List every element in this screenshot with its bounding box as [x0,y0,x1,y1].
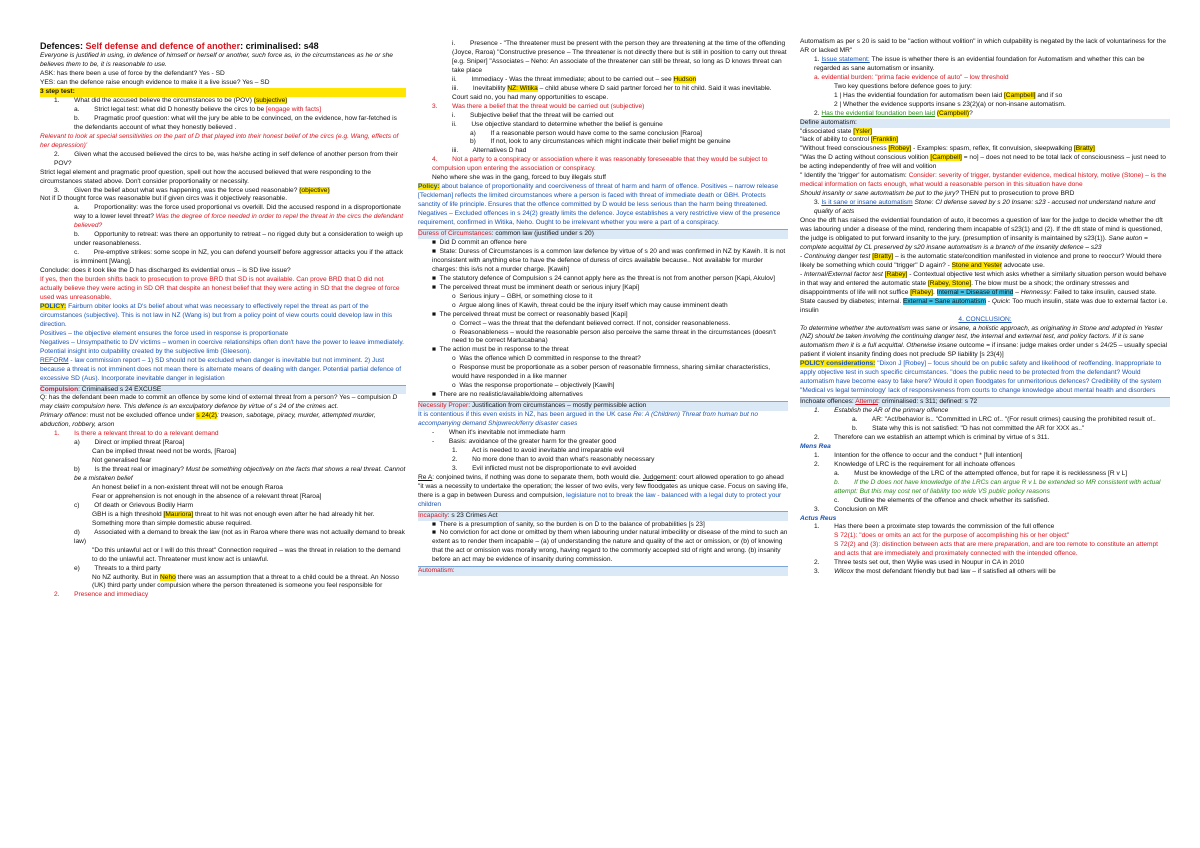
text-run: Incapacity [418,511,448,519]
col1-line: An honest belief in a non-existent threat will not be enough Raroa [92,483,283,491]
col2-line [418,411,788,429]
text-run: [Robey] [888,145,912,153]
text-run: , and are too remote to constitute an attempt and acts that are immediately and proximately connected with the intended offence. [834,541,1160,558]
text-run: Should insanity or sane automatism be put to the jury? [800,190,960,198]
col3-line: 1. Has there been a proximate step towards the commission of the full offence [814,523,1055,531]
text-run: Issue statement: [821,55,870,63]
col1-line [40,187,406,196]
col3-line [800,271,1170,316]
text-run: THEN put to prosecution to prove BRD [959,190,1075,198]
col1-line [40,511,406,529]
col1-line: Fear or apprehension is not enough in the absence of a relevant threat [Raroa] [92,492,322,500]
col3-line [800,199,1170,217]
col3-line [800,110,1170,119]
col2-line: ■ No conviction for act done or omitted by them when labouring under natural imbecility or disease of the mind to such an extent as to render them incapable – (a) of understanding the nature and quality of the act or omission, or (b) of knowing that the act or omission was morally wrong, having regard to the commonly accepted std of right and wrong. (b) insanity before an act may be evidence of insanity during commission. [432,529,790,564]
text-run: "Without freed consciousness [800,145,889,153]
col2-line: Neho where she was in the gang, forced to buy illegals stuff [432,174,606,182]
col3-line: Define automatism: [800,119,1170,128]
col3-line [800,154,1170,172]
col1-line: c) Of death or Grievous Bodily Harm [74,501,194,509]
col2-line: i. Subjective belief that the threat will be carried out [452,111,614,119]
col1-line: Negatives – Unsympathetic to DV victims – women in coercive relationships often don't have the power to leave immediately. Potential insight into culpability created by the subjective limb (Gleeson). [40,338,406,355]
col1-line: d) Associated with a demand to break the law (not as in Raroa where there was not actually demand to break law) [74,528,407,545]
text-run: 1 | Has the evidential foundation for automatism been laid [834,91,1004,99]
col1-line [40,106,406,115]
col3-line [800,136,1170,145]
text-run: Sane auton = complete acquittal by CL preserved by s20 insane automatism is a branch of the insanity defence – s23 [800,234,1150,251]
text-run: GBH is a high threshold [92,510,164,518]
col1-line: 3 step test: [40,88,406,97]
text-run: the most defendant friendly but bad law – if satisfied all others will be [853,568,1056,576]
text-run: : common law (justified under s 20) [491,230,594,238]
col2-line: o Reasonableness – would the reasonable person also perceive the same threat in the circumstances (doesn't need to be correct Martucabana) [452,328,778,345]
col2-line: ■ Did D commit an offence here [432,238,527,246]
text-run: Wilcox [834,568,854,576]
text-run: threat to hit was not enough even after he had already hit her. Something more than simple domestic abuse required. [92,510,377,527]
col3-line: c. Outline the elements of the offence and check whether its satisfied. [834,496,1050,504]
col3-line [800,217,1170,253]
col1-line [40,466,406,484]
text-run: Quick [991,297,1009,305]
text-run: Consider: severity of trigger, bystander evidence, medical history, motive (Stone) – is the medical information on facts enough, what would a reasonable person in this situation have done [800,172,1169,189]
text-run: - [986,297,992,305]
text-run: Necessity Proper [418,402,469,410]
text-run: External = Sane automatism [903,297,987,305]
text-run: 3. Given the belief about what was happening, was the force used reasonable? [54,186,300,194]
col3-line: 2 | Whether the evidence supports insane s 23(2)(a) or non-insane automatism. [834,100,1066,108]
col3-line: a. AR: "Act/behavior is.. "Committed in LRC of.. "(For result crimes) causing the prohibited result of.. [852,416,1156,424]
col3-line: 3. Conclusion on MR [814,505,889,513]
col1-line: Strict legal element and pragmatic proof question, spell out how the accused believed that were responding to the circumstances stated above. Don't consider proportionality or necessity. [40,168,373,185]
text-run: b) Is the threat real or imaginary? [74,466,186,474]
text-run: (objective) [299,186,330,194]
col3-line [800,541,1170,559]
col1-line: ASK: has there been a use of force by the defendant? Yes - SD [40,70,225,78]
column-left [40,40,406,810]
text-run: No NZ authority. But in [92,573,161,581]
col1-line: "Do this unlawful act or I will do this threat" Connection required – was the threat in relation to the demand to do the unlawful act. Threatener must know act is unlawful. [92,546,403,563]
text-run: 1. What did the accused believe the circumstances to be (POV) [54,97,254,104]
text-run: [Mauriora] [163,510,194,518]
text-run: D may claim compulsion here. This defence is an exculpatory defence by virtue of s 24 of the crimes act. [40,394,400,411]
text-run: To determine whether the automatism was sane or insane, a holistic approach, as originating in Stone and adopted in Yester (NZ) should be taken involving the continuing danger test, the internal and external test, and policy factors. If it is sane automatism then it is a full acquittal. Otherwise insane [800,324,1165,350]
col1-line [40,204,406,231]
col1-line: Not if D thought force was reasonable but if given circs was it objectively reasonable. [40,195,288,203]
text-run: 3. [814,568,835,576]
text-run: . [932,288,937,296]
text-run: "Was the D acting without conscious volition [800,154,931,162]
text-run: : must not be excluded offence under [86,412,197,420]
col3-line: b. If the D does not have knowledge of the LRCs can argue R v L be extended so MR consistent with actual attempt: But this may cost net of liability too wide VS public policy reasons [834,478,1163,495]
col2-line: 2. No more done than to avoid than what's reasonably necessary [452,455,655,463]
col3-line [800,253,1170,271]
text-run: Once the dft has raised the evidential foundation of auto, it becomes a question of law for the judge to decide whether the dft was labouring under a disease of the mind, rendering them incapable of s23(1) and (2). If the dft state of mind is questioned, the judge is obligated to put forward insanity to the jury. (presumption of insanity is maintained by s23(1)). [800,217,1165,242]
text-run: Policy: [418,183,440,191]
col3-line [800,568,1170,577]
col2-line: - When it's inevitable not immediate harm [432,428,566,436]
text-run: Re A [418,473,433,481]
col1-line: If yes, then the burden shifts back to prosecution to prove BRD that SD is not available. Can prove BRD that D did not actually believe they were acting in SD OR that despite an honest belief that they were acting in SD that the degree of force used was unreasonable. [40,276,402,301]
col1-line [40,394,406,412]
col2-line: o Correct – was the threat that the defendant believed correct. If not, consider reasonableness. [452,319,731,327]
col1-line [40,357,406,384]
col3-line: S 72(1): "does or omits an act for the purpose of accomplishing his or her object" [834,532,1070,540]
col1-line [40,40,406,52]
col3-line [800,172,1170,190]
text-run: Has the evidential foundation been laid [821,109,935,117]
text-run: Attempt [855,398,878,406]
col1-line: a) Direct or implied threat [Raroa] [74,439,185,447]
text-run: "lack of ability to control [800,136,871,144]
col2-line: a) If a reasonable person would have come to the same conclusion [Raroa] [470,129,703,137]
col3-line [800,145,1170,154]
col1-line [40,574,406,592]
col2-line: i. Presence - "The threatener must be present with the person they are threatening at the time of the offending (Joyce, Raroa) "Constructive presence – The threatener is not directly there but is still in position to carry out threat [e.g. Sniper] "Associates – Neho: An associate of the threatener can still be threat, so long as D knows threat can take place [452,40,789,74]
col2-line: - Basis: avoidance of the greater harm for the greater good [432,437,617,445]
text-run: Continuing danger test [804,252,871,260]
text-run: Hudson [673,75,697,83]
col2-line: o Argue along lines of Kawih, threat could be the injury itself which may cause imminent death [452,301,728,309]
col1-line: Not generalised fear [92,457,152,465]
text-run: S 72(2) and (3): distinction between acts that are mere [834,541,995,549]
text-run: [Rabey] [884,270,908,278]
text-run: – is the automatic state/condition manifested in violence and prone to reoccur? Would there likely be something which could "trigger" D again? - [800,252,1164,269]
col3-line: 2. Therefore can we establish an attempt which is criminal by virtue of s 311. [814,433,1050,441]
text-run: : court allowed operation to go ahead "it was a necessity to undertake the operation; the lesser of two evils, very few floodgates as unique case. Focus on saving life, there is a gap in between Duress and compulsion, [418,473,790,499]
col2-line: iii. Alternatives D had [452,147,527,155]
col3-line: Actus Reus [800,514,837,522]
text-run: Fairburn obiter looks at D's belief about what was necessary to effectively repel the threat as part of the circumstances (subjective). This is not law in NZ (Wang is) but from a policy point of view courts could develop law in this direction. [40,302,395,328]
col3-line: Mens Rea [800,442,831,450]
col3-line [800,397,1170,407]
text-run: [Rabey, Stone] [927,279,972,287]
text-run: (Campbell) [936,109,970,117]
text-run: Was the degree of force needed in order to repel the threat in the circs the defendant believed? [74,213,405,230]
text-run: POLICY considerations: [800,360,876,368]
text-run: [Bratty] [1073,145,1095,153]
text-run: It is contentious if this even exists in NZ, has been argued in the UK case [418,411,634,419]
col2-line [418,474,788,510]
text-run: "dissociated state [800,127,854,135]
column-right [800,38,1170,808]
col3-line [800,56,1170,74]
col3-line [800,38,1170,56]
text-run: Judgement [642,473,676,481]
col1-line: e) Threats to a third party [74,564,161,572]
col3-line [800,190,1170,199]
text-run: 1. [814,55,822,63]
col2-line: o Was the offence which D committed in response to the threat? [452,355,641,363]
text-run: = no] – does not need to be total lack of consciousness – just need to be acting independently of free will and volition [800,154,1168,171]
text-run: – [1013,288,1021,296]
text-run: [engage with facts] [266,105,322,113]
col1-line: Conclude: does it look like the D has discharged its evidential onus – is SD live issue? [40,267,291,275]
text-run: Is it sane or insane automatism [821,199,913,207]
col1-line [40,385,406,395]
col1-line [40,97,406,106]
col2-line: 3. Was there a belief that the threat would be carried out (subjective) [432,102,645,110]
col2-line [418,76,788,85]
text-run: a. Proportionality: was the force used proportional vs overkill. Did the accused respond in a disproportionate way to a lower level threat? [74,204,403,221]
text-run: : s 23 Crimes Act [447,511,498,519]
col3-line: 2. Three tests set out, then Wylie was used in Noupur in CA in 2010 [814,559,1025,567]
col3-line: 2. Knowledge of LRC is the requirement for all inchoate offences [814,460,1016,468]
text-run: preparation [994,541,1029,549]
text-run: [Franklin] [870,136,898,144]
text-run: Primary offence [40,412,87,420]
col2-line: ■ There is a presumption of sanity, so the burden is on D to the balance of probabilities [s 23] [432,520,705,528]
text-run: (subjective) [253,97,288,104]
col3-line: Two key questions before defence goes to jury: [834,82,972,90]
text-run: there was an assumption that a threat to a child could be a threat. An Nosso (UK) third party under compulsion where the person threatened is someone you feel responsible for [92,573,401,590]
text-run: Hennessy [1020,288,1051,296]
col2-line: 3. Evil inflicted must not be disproportionate to evil avoided [452,464,637,472]
text-run: ii. Immediacy - Was the threat immediate; about to be carried out – see [452,75,674,83]
text-run: Duress of Circumstances [418,230,492,238]
text-run: about balance of proportionality and coerciveness of threat of harm and harm of offence. Positives – narrow release [Teckleman] reflects the limited circumstances where a person is faced with threat of immediate death or GBH. Protects sanctity of life principle. Ensures that the offence committed by D would be less serious than the harm being threatened. Negatives – Excluded offences in s 24(2) greatly limits the defence. Joyce establishes a very restrictive view of the presence requirement, confirmed in Witika, Neho. Ought to be irrelevant whether you were a part of a conspiracy. [418,183,783,227]
text-run: - [800,252,805,260]
text-run: Threat from human but no accompanying demand Shipwreck/ferry disaster cases [418,411,760,428]
text-run: - [800,270,805,278]
text-run: ? [969,109,973,117]
text-run: Q: has the defendant been made to commit an offence by some kind of external threat from a person? Yes – compulsion [40,394,393,402]
text-run: Inchoate offences: [800,398,856,406]
col2-line: o Was the response proportionate – objectively [Kawih] [452,382,615,390]
col2-line: ■ The perceived threat must be correct or reasonably based [Kapi] [432,310,628,318]
col1-line: 2. Given what the accused believed the circs to be, was he/she acting in self defence of another person from their POV? [54,150,400,167]
col1-line: Can be implied threat need not be words, [Raroa] [92,448,237,456]
col3-line [800,92,1170,101]
text-run: POLICY: [40,302,67,310]
column-middle [418,40,788,810]
col2-line: Automatism: [418,566,788,576]
col2-line: o Serious injury – GBH, or something close to it [452,292,593,300]
text-run: : Criminalised s 24 EXCUSE [78,385,162,393]
col2-line: 4. Not a party to a conspiracy or association where it was reasonably foreseeable that they would be subject to compulsion upon entering the association or conspiracy. [432,156,770,173]
text-run: [Campbell] [1003,91,1036,99]
text-run: NZ: Witika [507,84,538,92]
text-run: - Contextual objective test which asks whether a similarly situation person would behave in that way and entered the automatic state [800,270,1169,287]
text-run: Re: A (Children) [633,411,680,419]
col2-line: ■ The action must be in response to the threat [432,346,569,354]
col2-line [418,401,788,411]
text-run: Automatism as per s 20 is said to be "action without volition" in which culpability is negated by the lack of voluntariness for the AR or lacked MR" [800,38,1168,54]
col2-line: ■ State: Duress of Circumstances is a common law defence by virtue of s 20 and was confirmed in NZ by Kawih. It is not inconsistent with anything else to have the defence of duress of circs available because.. Not available for murder charges: this is/is not a murder charge. [Kawih] [432,247,788,273]
text-run: [Ysler] [853,127,872,135]
text-run: : criminalised: s 311; defined: s 72 [877,398,978,406]
text-run: : treason, sabotage, piracy, murder, attempted murder, abduction, robbery, arson [40,412,378,429]
text-run: s 24(2) [196,412,217,420]
text-run: : Too much insulin, state was due to external factor i.e. insulin [800,297,1170,314]
text-run: - law commission report – 1) SD should not be excluded when danger is inevitable but not imminent. 2) Just because a threat is not imminent does not mean there is alternate means of dealing with danger. Potential partial defence of excessive SD (Aus). Incorporate inevitable danger in legislation [40,356,403,382]
col3-line [800,325,1170,361]
text-run: Must be something objectively on the facts that shows a real threat. Cannot be a mistaken belief [74,466,408,483]
col2-line: ii. Use objective standard to determine whether the belief is genuine [452,120,663,128]
text-run: : conjoined twins, if nothing was done to separate them, both would die. [432,473,643,481]
text-run: legislature not to break the law - balanced with a legal duty to protect your children [418,491,784,508]
text-run: Internal/External factor test [804,270,883,278]
col1-line: c. Pre-emptive strikes: some scope in NZ, you can defend yourself before aggressor attacks you if the attack is imminent [Wang]. [74,249,405,266]
text-run: – child abuse where D said partner forced her to hit child. Said it was inevitable. Court said no, you had many opportunities to escape. [452,84,774,101]
col3-line: a. Must be knowledge of the LRC of the attempted offence, but for rape it is recklessness [R v L] [834,469,1128,477]
col2-line: ■ The perceived threat must be imminent death or serious injury [Kapi] [432,283,640,291]
col1-line: YES: can the defence raise enough evidence to make it a live issue? Yes – SD [40,79,270,87]
text-run: - Examples: spasm, reflex, fit convulsion, sleepwalking [911,145,1074,153]
col1-line: b. Opportunity to retreat: was there an opportunity to retreat – no rigged duty but a consideration to weigh up under reasonableness. [74,231,405,248]
text-run: [Rabey] [910,288,933,296]
col2-line [418,511,788,521]
col3-line [800,360,1170,396]
col1-line: 1. Is there a relevant threat to do a relevant demand [54,430,219,438]
text-run: The issue is whether there is an evidential foundation for Automatism and whether this can be regarded as sane automatism or insanity. [814,55,1147,72]
col2-line: b) If not, look to any circumstances which might indicate their belief might be genuine [470,138,731,146]
text-run: 3. [814,199,822,207]
text-run: Stone: CI defense saved by s 20 Insane: s23 - accused not understand nature and quality of acts [814,199,1158,216]
col1-line: Positives – the objective element ensures the force used in response is proportionate [40,329,289,337]
col2-line [418,229,788,239]
text-run: Defences: [40,41,86,51]
col3-line: b. State why this is not satisfied: "D has not committed the AR for XXX as.." [852,424,1085,432]
text-run: "Dixon J [Robey] – focus should be on public safety and likelihood of reoffending. Inappropriate to apply objective test in such specific circumstances. "does the public need to be protected from the defendant? Would automatism have become easy to fake here? Would it open floodgates for unmeritorious defences? Credibility of the system "Medical vs legal terminology' lack of responsiveness from courts to change knowledge about mental health and disorders [800,360,1164,395]
col2-line: 1. Act is needed to avoid inevitable and irreparable evil [452,446,625,454]
text-run: : Failed to take insulin, caused state. State caused by diabetes; internal. [800,288,1159,305]
col2-line [418,85,788,103]
text-run: 2. [814,109,822,117]
text-run: advocate use. [1001,261,1045,269]
text-run: : criminalised: s48 [240,41,319,51]
text-run: Self defense and defence of another [85,41,241,51]
text-run: [Bratty] [872,252,894,260]
col3-line: a. evidential burden: "prima facie evidence of auto" – low threshold [814,73,1009,81]
col1-line [40,303,406,330]
text-run: REFORM [40,356,69,364]
col1-line: Relevant to look at special sensitivities on the part of D that played into their honest belief of the circs (e.g. Wang, effects of her depression)' [40,132,401,149]
col1-line: Everyone is justified in using, in defence of himself or herself or another, such force as, in the circumstances as he or she believes them to be, it is reasonable to use. [40,52,395,69]
text-run: [Campbell] [930,154,962,162]
col1-line: b. Pragmatic proof question: what will the jury be able to be convinced, on the evidence, how far-fetched is the defendants account of what they honestly believed . [74,114,399,131]
col2-line: o Response must be proportionate as a sober person of reasonable firmness, sharing similar characteristics, would have responded in a like manner [452,364,772,381]
text-run: Internal = Disease of mind [936,288,1014,296]
col2-line [418,183,788,228]
col3-line: 1. Intention for the offence to occur and the conduct * [full intention] [814,451,1023,459]
col3-line: 4. CONCLUSION: [958,315,1012,323]
col2-line: ■ The statutory defence of Compulsion s 24 cannot apply here as the threat is not from another person [Kapi, Akulov] [432,274,775,282]
text-run: iii. Inevitability [452,84,508,92]
text-run: Compulsion [40,385,79,393]
col3-line [800,128,1170,137]
col3-line: 1. Establish the AR of the primary offence [814,407,949,415]
text-run: : Justification from circumstances – mostly permissible action [468,402,647,410]
text-run: Neho [160,573,176,581]
col1-line: 2. Presence and immediacy [54,591,149,599]
text-run: Stone and Yester [951,261,1002,269]
text-run: and if so [1035,91,1063,99]
text-run: " Identify the 'trigger' for automatism: [800,172,909,180]
text-run: outcome = if insane: judge makes order under s 24/25 – usually special patient if violent insanity finding does not preclude SP liability [s 23(4)] [800,342,1169,359]
col2-line: ■ There are no realistic/available/doing alternatives [432,391,583,399]
text-run: . The blow must be a shock; the ordinary stresses and disappointments of life will not suffice [800,279,1131,296]
col1-line [40,412,406,430]
text-run: a. Strict legal test: what did D honestly believe the circs to be [74,105,267,113]
